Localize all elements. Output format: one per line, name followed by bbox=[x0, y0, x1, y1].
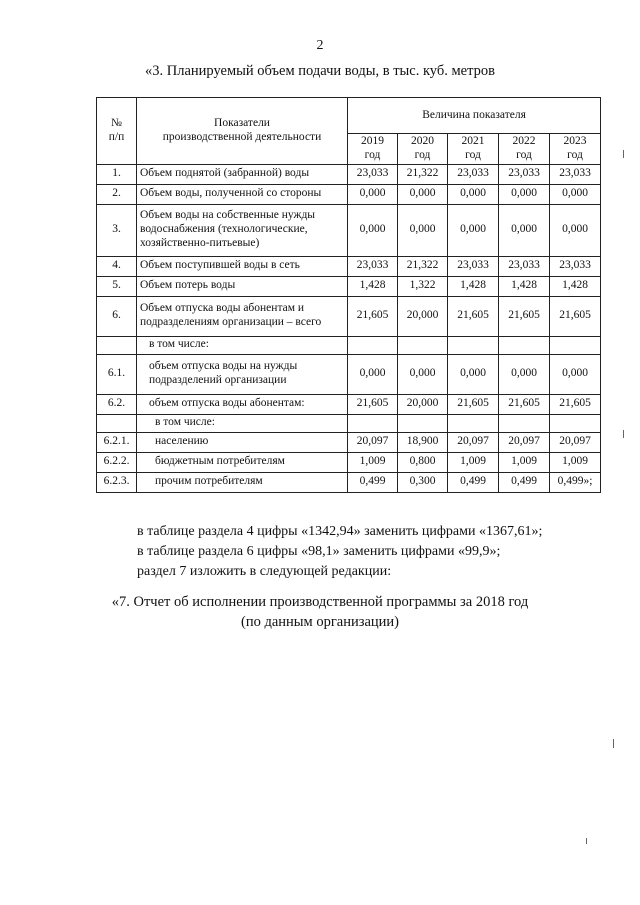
row-number: 6.2.1. bbox=[97, 432, 137, 452]
table-row bbox=[97, 184, 601, 204]
row-value bbox=[448, 414, 499, 432]
row-name: объем отпуска воды абонентам: bbox=[137, 394, 348, 414]
row-number bbox=[97, 414, 137, 432]
row-value: 0,000 bbox=[550, 204, 601, 256]
table-row bbox=[97, 354, 601, 394]
row-value: 0,000 bbox=[499, 354, 550, 394]
row-name: в том числе: bbox=[137, 414, 348, 432]
row-value: 0,499 bbox=[499, 472, 550, 492]
amendment-line: раздел 7 изложить в следующей редакции: bbox=[137, 564, 392, 579]
row-value: 21,605 bbox=[499, 296, 550, 336]
scan-mark bbox=[623, 430, 624, 438]
row-value: 21,605 bbox=[448, 394, 499, 414]
row-value: 1,322 bbox=[398, 276, 448, 296]
row-value: 23,033 bbox=[499, 256, 550, 276]
row-name: Объем отпуска воды абонентам и подразделениям организации – всего bbox=[137, 296, 348, 336]
row-value: 1,428 bbox=[499, 276, 550, 296]
row-value: 23,033 bbox=[550, 256, 601, 276]
row-value bbox=[398, 336, 448, 354]
row-name: Объем потерь воды bbox=[137, 276, 348, 296]
row-value: 1,009 bbox=[448, 452, 499, 472]
row-name: Объем воды, полученной со стороны bbox=[137, 184, 348, 204]
row-value: 1,428 bbox=[348, 276, 398, 296]
scan-mark bbox=[586, 838, 587, 844]
row-value: 1,009 bbox=[550, 452, 601, 472]
table-row bbox=[97, 472, 601, 492]
row-value: 0,000 bbox=[448, 204, 499, 256]
row-value: 20,097 bbox=[448, 432, 499, 452]
header-year: 2021 год bbox=[448, 134, 499, 165]
row-value bbox=[348, 336, 398, 354]
row-value: 23,033 bbox=[448, 164, 499, 184]
table-title: «3. Планируемый объем подачи воды, в тыс. куб. метров bbox=[145, 63, 495, 79]
table-row bbox=[97, 256, 601, 276]
water-supply-table bbox=[96, 97, 601, 493]
row-name: Объем поступившей воды в сеть bbox=[137, 256, 348, 276]
row-value: 0,000 bbox=[448, 184, 499, 204]
row-value: 21,605 bbox=[348, 296, 398, 336]
row-value: 0,000 bbox=[348, 204, 398, 256]
table-row bbox=[97, 296, 601, 336]
row-value: 20,000 bbox=[398, 394, 448, 414]
amendments-block bbox=[137, 522, 542, 582]
scan-mark bbox=[613, 739, 614, 748]
row-value: 20,097 bbox=[348, 432, 398, 452]
row-value: 21,322 bbox=[398, 256, 448, 276]
table-row bbox=[97, 204, 601, 256]
row-value: 0,499 bbox=[448, 472, 499, 492]
row-value: 1,428 bbox=[448, 276, 499, 296]
row-value: 0,000 bbox=[550, 184, 601, 204]
row-value bbox=[398, 414, 448, 432]
table-row bbox=[97, 276, 601, 296]
row-value: 23,033 bbox=[348, 256, 398, 276]
row-value bbox=[550, 414, 601, 432]
amendment-line: в таблице раздела 6 цифры «98,1» заменить цифрами «99,9»; bbox=[137, 544, 501, 559]
section7-title: «7. Отчет об исполнении производственной программы за 2018 год bbox=[111, 594, 529, 610]
row-value: 20,000 bbox=[398, 296, 448, 336]
row-value: 21,605 bbox=[550, 394, 601, 414]
row-value: 23,033 bbox=[550, 164, 601, 184]
row-value: 0,000 bbox=[448, 354, 499, 394]
scan-mark bbox=[623, 150, 624, 158]
section7-heading bbox=[0, 592, 640, 632]
row-number bbox=[97, 336, 137, 354]
row-value: 0,000 bbox=[398, 204, 448, 256]
section7-subtitle: (по данным организации) bbox=[240, 614, 399, 630]
row-value: 0,000 bbox=[550, 354, 601, 394]
header-year: 2023 год bbox=[550, 134, 601, 165]
row-value: 23,033 bbox=[499, 164, 550, 184]
row-value: 18,900 bbox=[398, 432, 448, 452]
header-num: № п/п bbox=[97, 98, 137, 165]
row-value: 21,605 bbox=[448, 296, 499, 336]
row-number: 2. bbox=[97, 184, 137, 204]
row-number: 6.2. bbox=[97, 394, 137, 414]
row-value: 21,605 bbox=[550, 296, 601, 336]
row-value: 0,800 bbox=[398, 452, 448, 472]
table-row bbox=[97, 452, 601, 472]
row-value bbox=[499, 414, 550, 432]
table-row bbox=[97, 432, 601, 452]
row-value: 0,000 bbox=[499, 204, 550, 256]
row-value: 0,000 bbox=[348, 354, 398, 394]
row-value bbox=[499, 336, 550, 354]
row-value bbox=[448, 336, 499, 354]
row-name: объем отпуска воды на нужды подразделений организации bbox=[137, 354, 348, 394]
row-value: 0,499»; bbox=[550, 472, 601, 492]
row-number: 5. bbox=[97, 276, 137, 296]
row-value: 21,605 bbox=[499, 394, 550, 414]
row-value: 0,000 bbox=[398, 184, 448, 204]
row-name: Объем воды на собственные нужды водоснабжения (технологические, хозяйственно-питьевые) bbox=[137, 204, 348, 256]
row-number: 6.2.2. bbox=[97, 452, 137, 472]
row-value: 21,605 bbox=[348, 394, 398, 414]
row-value: 1,428 bbox=[550, 276, 601, 296]
row-name: бюджетным потребителям bbox=[137, 452, 348, 472]
header-year: 2022 год bbox=[499, 134, 550, 165]
row-value: 0,000 bbox=[348, 184, 398, 204]
row-value: 20,097 bbox=[550, 432, 601, 452]
row-number: 3. bbox=[97, 204, 137, 256]
row-value: 23,033 bbox=[348, 164, 398, 184]
row-value: 1,009 bbox=[499, 452, 550, 472]
row-number: 6.2.3. bbox=[97, 472, 137, 492]
table-row bbox=[97, 336, 601, 354]
amendment-line: в таблице раздела 4 цифры «1342,94» заменить цифрами «1367,61»; bbox=[137, 524, 543, 539]
row-name: Объем поднятой (забранной) воды bbox=[137, 164, 348, 184]
row-value: 21,322 bbox=[398, 164, 448, 184]
row-value: 0,499 bbox=[348, 472, 398, 492]
row-number: 6. bbox=[97, 296, 137, 336]
row-value: 1,009 bbox=[348, 452, 398, 472]
row-value: 0,300 bbox=[398, 472, 448, 492]
row-value: 0,000 bbox=[499, 184, 550, 204]
row-number: 1. bbox=[97, 164, 137, 184]
row-value bbox=[550, 336, 601, 354]
page-number: 2 bbox=[316, 38, 324, 53]
row-value: 23,033 bbox=[448, 256, 499, 276]
row-name: в том числе: bbox=[137, 336, 348, 354]
row-name: населению bbox=[137, 432, 348, 452]
header-year: 2020 год bbox=[398, 134, 448, 165]
row-number: 6.1. bbox=[97, 354, 137, 394]
table-row bbox=[97, 164, 601, 184]
table-row bbox=[97, 394, 601, 414]
row-value: 0,000 bbox=[398, 354, 448, 394]
header-name: Показатели производственной деятельности bbox=[137, 98, 348, 165]
row-value: 20,097 bbox=[499, 432, 550, 452]
row-name: прочим потребителям bbox=[137, 472, 348, 492]
table-row bbox=[97, 414, 601, 432]
row-value bbox=[348, 414, 398, 432]
header-group: Величина показателя bbox=[348, 98, 601, 134]
header-year: 2019 год bbox=[348, 134, 398, 165]
row-number: 4. bbox=[97, 256, 137, 276]
